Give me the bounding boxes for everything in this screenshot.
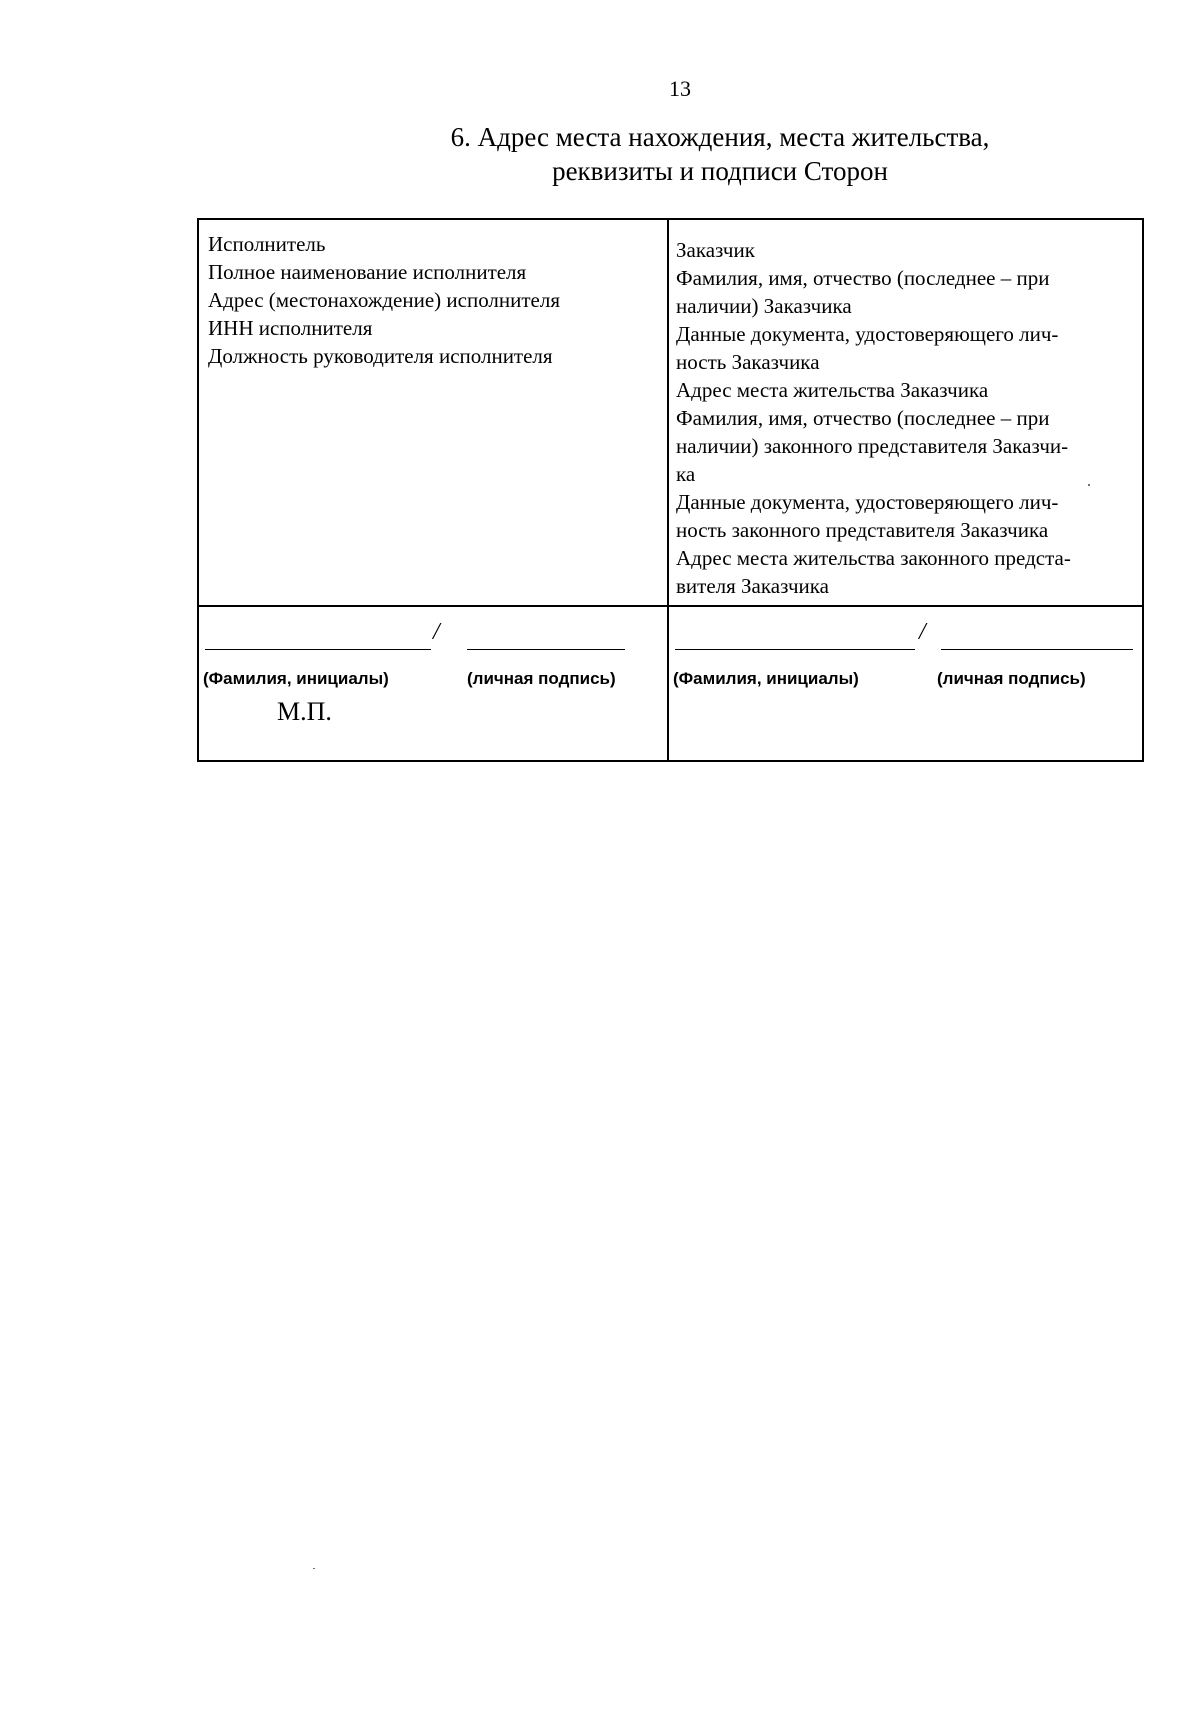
executor-signature-line	[467, 649, 625, 650]
customer-line: ность законного представителя Заказчика	[676, 518, 1049, 542]
customer-line: Данные документа, удостоверяющего лич-	[676, 322, 1059, 346]
customer-signature-line	[941, 649, 1133, 650]
scan-speck	[313, 1568, 315, 1569]
executor-heading: Исполнитель	[208, 232, 326, 256]
section-title-line-2: реквизиты и подписи Сторон	[552, 156, 888, 186]
section-title-line-1: 6. Адрес места нахождения, места жительства,	[450, 122, 990, 152]
customer-signature-caption: (личная подпись)	[937, 669, 1086, 688]
page-number: 13	[669, 76, 691, 101]
customer-line: ка	[676, 462, 696, 486]
customer-name-line	[675, 649, 915, 650]
customer-heading: Заказчик	[676, 238, 755, 262]
customer-line: Фамилия, имя, отчество (последнее – при	[676, 266, 1050, 290]
customer-name-caption: (Фамилия, инициалы)	[673, 669, 859, 688]
customer-line: Адрес места жительства законного предста-	[676, 546, 1071, 570]
executor-signature-slash: /	[433, 619, 440, 645]
executor-name-line	[205, 649, 431, 650]
customer-signature-area	[669, 607, 1142, 762]
executor-signature-area	[199, 607, 667, 762]
customer-line: Данные документа, удостоверяющего лич-	[676, 490, 1059, 514]
executor-line: Должность руководителя исполнителя	[208, 344, 553, 368]
customer-details-cell	[676, 236, 1136, 600]
customer-line: Адрес места жительства Заказчика	[676, 378, 989, 402]
customer-line: ность Заказчика	[676, 350, 820, 374]
requisites-table	[197, 218, 1144, 762]
section-title	[370, 120, 1070, 188]
executor-line: Адрес (местонахождение) исполнителя	[208, 288, 561, 312]
customer-line: Фамилия, имя, отчество (последнее – при	[676, 406, 1050, 430]
scan-speck	[1088, 484, 1090, 486]
executor-line: Полное наименование исполнителя	[208, 260, 527, 284]
customer-line: вителя Заказчика	[676, 574, 829, 598]
executor-name-caption: (Фамилия, инициалы)	[203, 669, 389, 688]
customer-line: наличии) Заказчика	[676, 294, 852, 318]
executor-signature-caption: (личная подпись)	[467, 669, 616, 688]
executor-line: ИНН исполнителя	[208, 316, 373, 340]
stamp-place-label: М.П.	[277, 697, 332, 726]
customer-signature-slash: /	[919, 619, 926, 645]
customer-line: наличии) законного представителя Заказчи-	[676, 434, 1069, 458]
executor-details-cell	[208, 230, 658, 370]
